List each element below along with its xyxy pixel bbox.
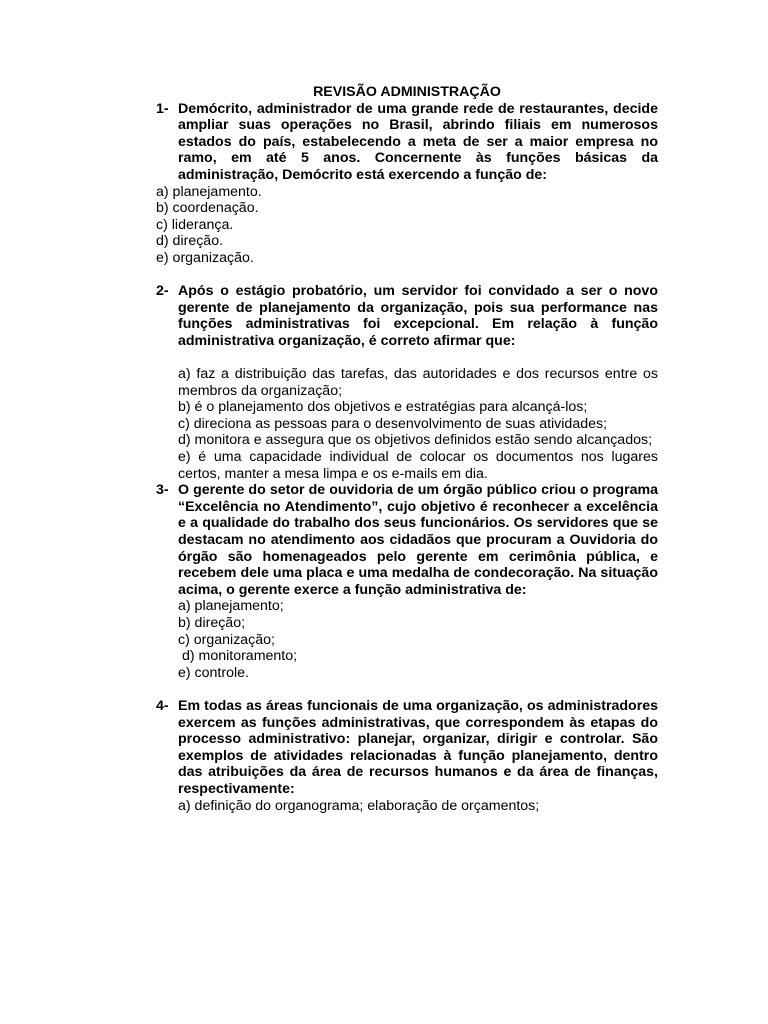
option-a: a) planejamento. <box>156 183 262 200</box>
question-number: 3- <box>156 482 169 499</box>
option-d: d) monitoramento; <box>178 648 298 665</box>
option-a: a) planejamento; <box>178 598 284 615</box>
blank-line <box>156 350 658 367</box>
document-title: REVISÃO ADMINISTRAÇÃO <box>313 84 501 100</box>
option-e: e) é uma capacidade individual de colocar os documentos nos lugares certos, manter a mesa limpa e os e-mails em dia. <box>178 449 658 482</box>
question-number: 1- <box>156 100 169 117</box>
options-block <box>156 598 658 681</box>
document-page <box>156 84 658 814</box>
question-number: 4- <box>156 697 169 714</box>
option-a: a) faz a distribuição das tarefas, das autoridades e dos recursos entre os membros da organização; <box>178 366 658 399</box>
question-text: Após o estágio probatório, um servidor foi convidado a ser o novo gerente de planejamento da organização, pois sua performance nas funções administrativas foi excepcional. Em relação à função administrativa organização, é correto afirmar que: <box>178 283 658 349</box>
option-b: b) direção; <box>178 615 246 631</box>
options-block <box>156 798 658 815</box>
option-e: e) controle. <box>178 664 249 681</box>
blank-line <box>156 267 658 284</box>
question-4 <box>156 698 658 798</box>
question-text: Em todas as áreas funcionais de uma organização, os administradores exercem as funções administrativas, que correspondem às etapas do processo administrativo: planejar, organizar, dirigir e controlar. São exemplos de atividades relacionadas à função planejamento, dentro das atribuições da área de recursos humanos e da área de finanças, respectivamente: <box>178 697 658 797</box>
option-a: a) definição do organograma; elaboração de orçamentos; <box>178 797 540 814</box>
question-text: O gerente do setor de ouvidoria de um órgão público criou o programa “Excelência no Atendimento”, cujo objetivo é reconhecer a excelência e a qualidade do trabalho dos seus funcionários. Os servidores que se destacam no atendimento aos cidadãos que procuram a Ouvidoria do órgão são homenageados pelo gerente em cerimônia pública, e recebem dele uma placa e uma medalha de condecoração. Na situação acima, o gerente exerce a função administrativa de: <box>178 482 658 598</box>
option-c: c) direciona as pessoas para o desenvolvimento de suas atividades; <box>178 415 608 432</box>
question-2 <box>156 283 658 349</box>
question-3 <box>156 482 658 598</box>
option-c: c) organização; <box>178 631 275 648</box>
option-d: d) direção. <box>156 233 224 250</box>
blank-line <box>156 681 658 698</box>
options-block <box>156 366 658 482</box>
option-e: e) organização. <box>156 249 254 266</box>
question-1 <box>156 101 658 184</box>
question-text: Demócrito, administrador de uma grande rede de restaurantes, decide ampliar suas operações no Brasil, abrindo filiais em numerosos estados do país, estabelecendo a meta de ser a maior empresa no ramo, em até 5 anos. Concernente às funções básicas da administração, Demócrito está exercendo a função de: <box>178 100 658 183</box>
option-d: d) monitora e assegura que os objetivos definidos estão sendo alcançados; <box>178 432 653 449</box>
option-c: c) liderança. <box>156 216 234 233</box>
question-number: 2- <box>156 283 169 300</box>
option-b: b) coordenação. <box>156 200 259 217</box>
option-b: b) é o planejamento dos objetivos e estratégias para alcançá-los; <box>178 399 588 416</box>
